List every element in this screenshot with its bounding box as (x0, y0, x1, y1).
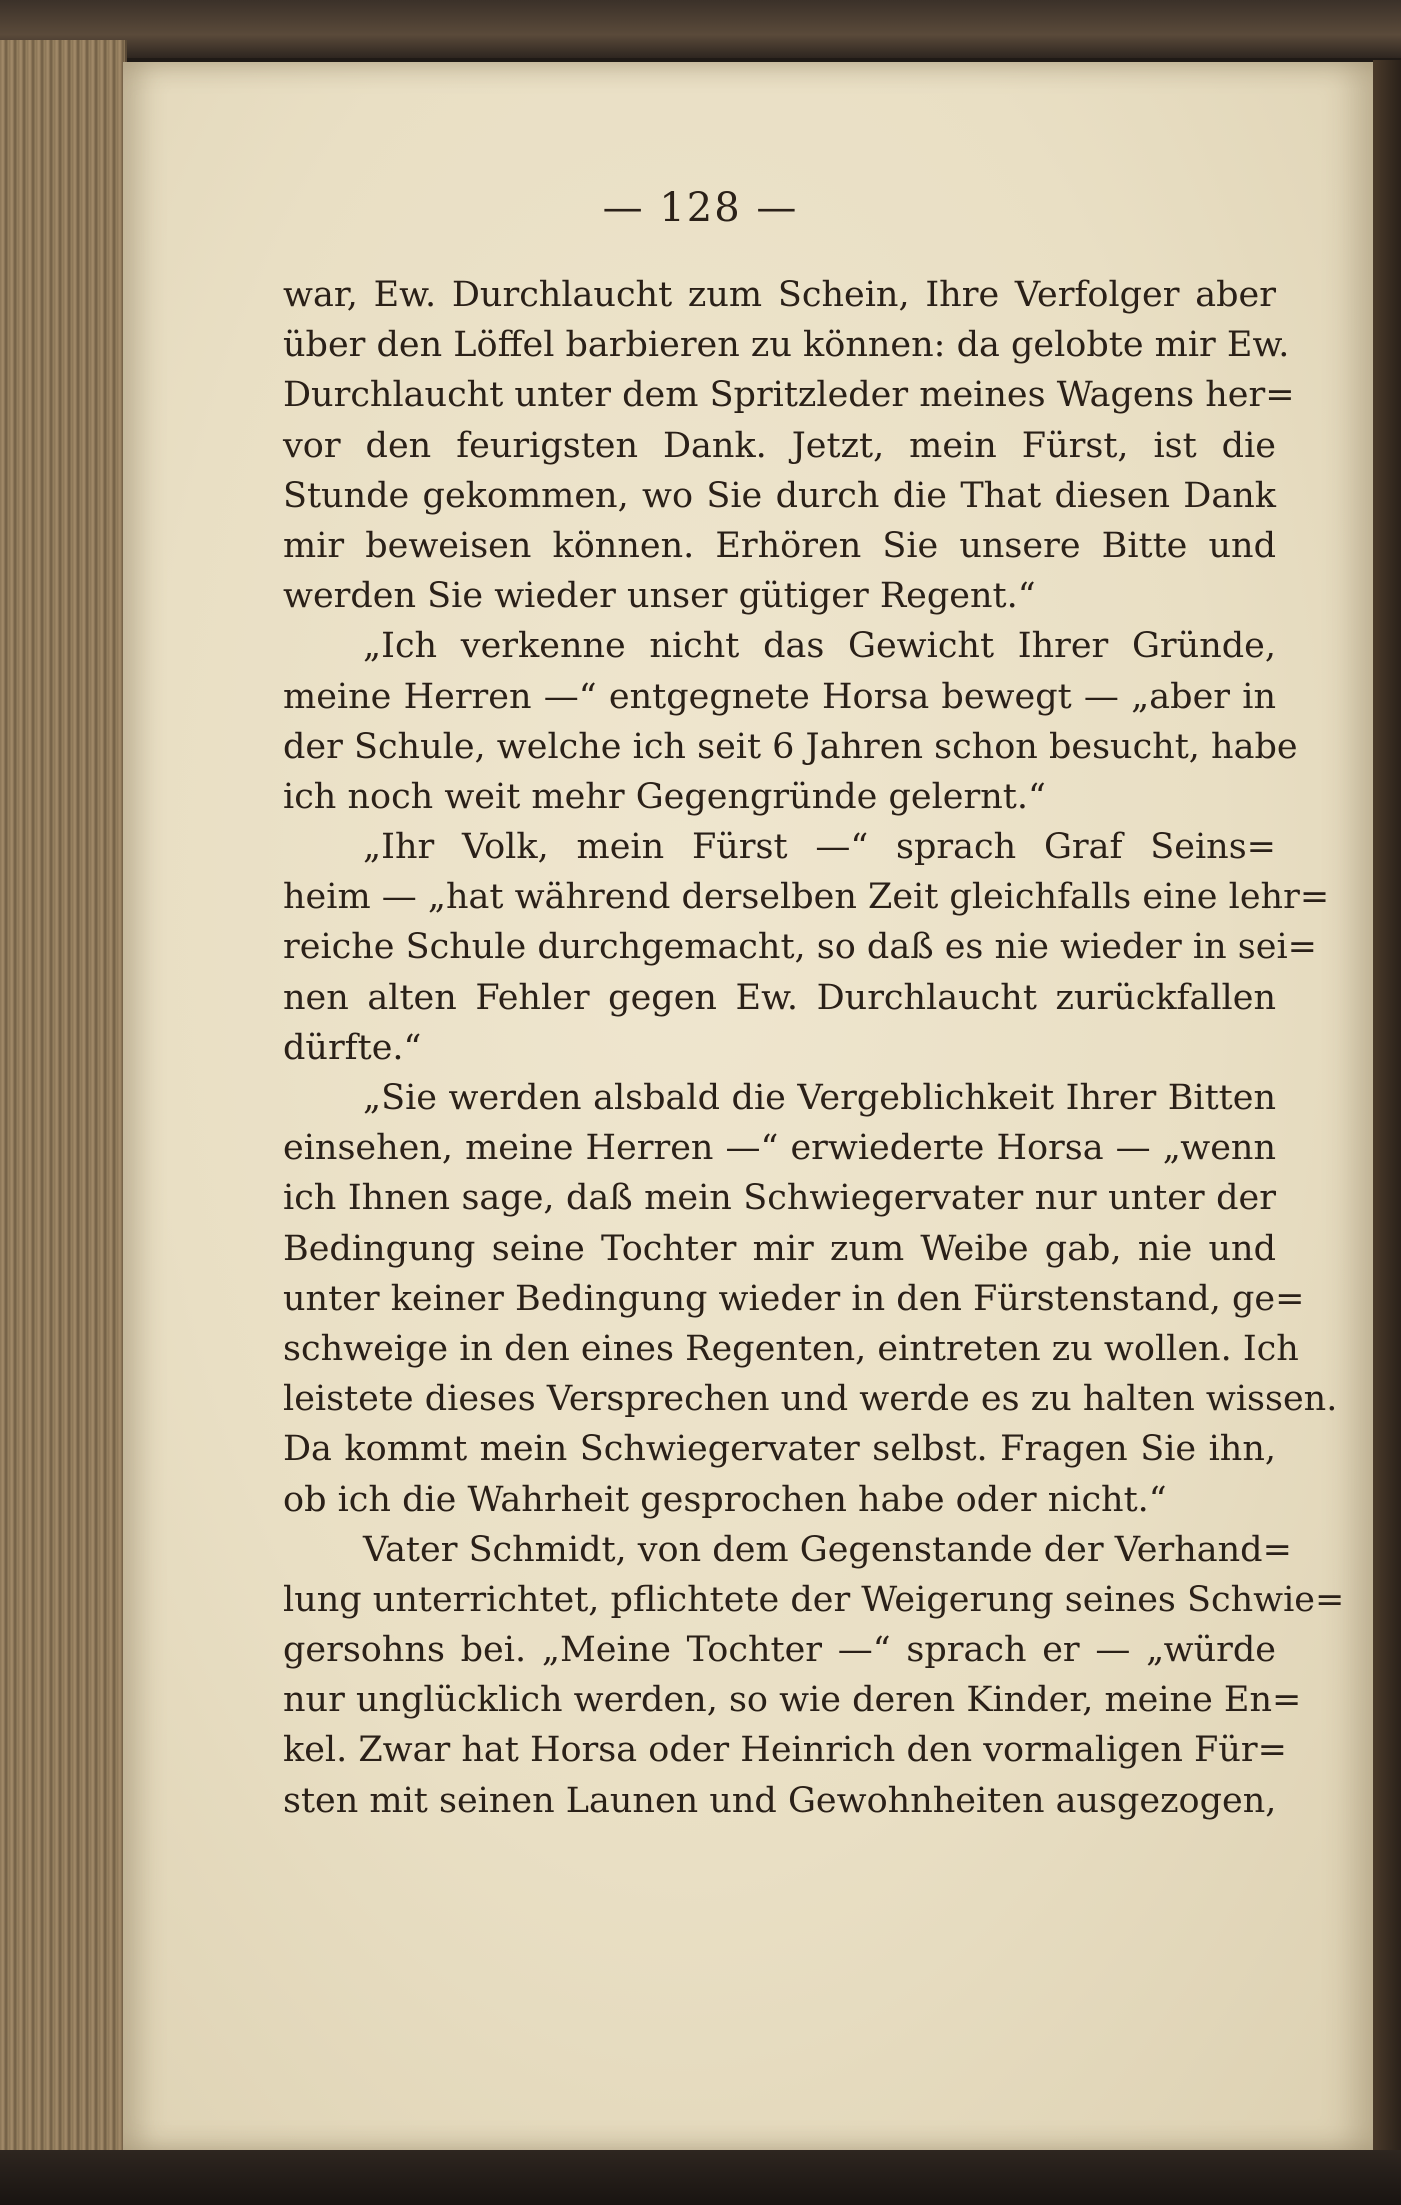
text-line: leistete dieses Versprechen und werde es zu halten wissen. (283, 1379, 1338, 1420)
text-line: „Ich verkenne nicht das Gewicht Ihrer Gründe, (363, 626, 1276, 667)
text-line: Bedingung seine Tochter mir zum Weibe gab, nie und (283, 1228, 1276, 1269)
text-line: nen alten Fehler gegen Ew. Durchlaucht zurückfallen (283, 977, 1276, 1018)
text-line: heim — „hat während derselben Zeit gleichfalls eine lehr= (283, 877, 1330, 918)
text-line: schweige in den eines Regenten, eintreten zu wollen. Ich (283, 1328, 1299, 1369)
text-line: meine Herren —“ entgegnete Horsa bewegt — „aber in (283, 676, 1276, 717)
text-line: lung unterrichtet, pflichtete der Weigerung seines Schwie= (283, 1579, 1345, 1620)
text-line: „Ihr Volk, mein Fürst —“ sprach Graf Seins= (363, 827, 1276, 868)
text-line: Durchlaucht unter dem Spritzleder meines Wagens her= (283, 375, 1295, 416)
text-line: Stunde gekommen, wo Sie durch die That diesen Dank (283, 475, 1276, 516)
book-bottom-edge (0, 2150, 1401, 2205)
text-line: Da kommt mein Schwiegervater selbst. Fragen Sie ihn, (283, 1429, 1276, 1470)
text-line: dürfte.“ (283, 1027, 422, 1068)
text-line: reiche Schule durchgemacht, so daß es nie wieder in sei= (283, 927, 1317, 968)
text-line: ich noch weit mehr Gegengründe gelernt.“ (283, 776, 1046, 817)
body-text (283, 270, 1345, 1826)
text-line: „Sie werden alsbald die Vergeblichkeit Ihrer Bitten (363, 1078, 1276, 1118)
page-number: — 128 — (602, 185, 799, 231)
text-line: sten mit seinen Launen und Gewohnheiten ausgezogen, (283, 1780, 1277, 1821)
book-top-edge (0, 0, 1401, 58)
text-line: ich Ihnen sage, daß mein Schwiegervater nur unter der (283, 1178, 1276, 1219)
text-line: über den Löffel barbieren zu können: da gelobte mir Ew. (283, 325, 1290, 366)
text-line: nur unglücklich werden, so wie deren Kinder, meine En= (283, 1680, 1302, 1721)
text-line: mir beweisen können. Erhören Sie unsere Bitte und (283, 525, 1276, 566)
text-line: werden Sie wieder unser gütiger Regent.“ (283, 576, 1036, 617)
book-right-edge (1373, 60, 1401, 2160)
text-line: der Schule, welche ich seit 6 Jahren schon besucht, habe (283, 726, 1298, 767)
text-line: einsehen, meine Herren —“ erwiederte Horsa — „wenn (283, 1128, 1276, 1169)
text-line: gersohns bei. „Meine Tochter —“ sprach er — „würde (283, 1630, 1276, 1671)
text-line: war, Ew. Durchlaucht zum Schein, Ihre Verfolger aber (283, 275, 1276, 315)
text-line: vor den feurigsten Dank. Jetzt, mein Fürst, ist die (283, 425, 1276, 466)
page-stack-edge (0, 40, 127, 2180)
text-line: kel. Zwar hat Horsa oder Heinrich den vormaligen Für= (283, 1730, 1287, 1771)
text-line: ob ich die Wahrheit gesprochen habe oder nicht.“ (283, 1479, 1167, 1520)
text-line: unter keiner Bedingung wieder in den Fürstenstand, ge= (283, 1278, 1305, 1319)
text-line: Vater Schmidt, von dem Gegenstande der Verhand= (363, 1529, 1292, 1570)
